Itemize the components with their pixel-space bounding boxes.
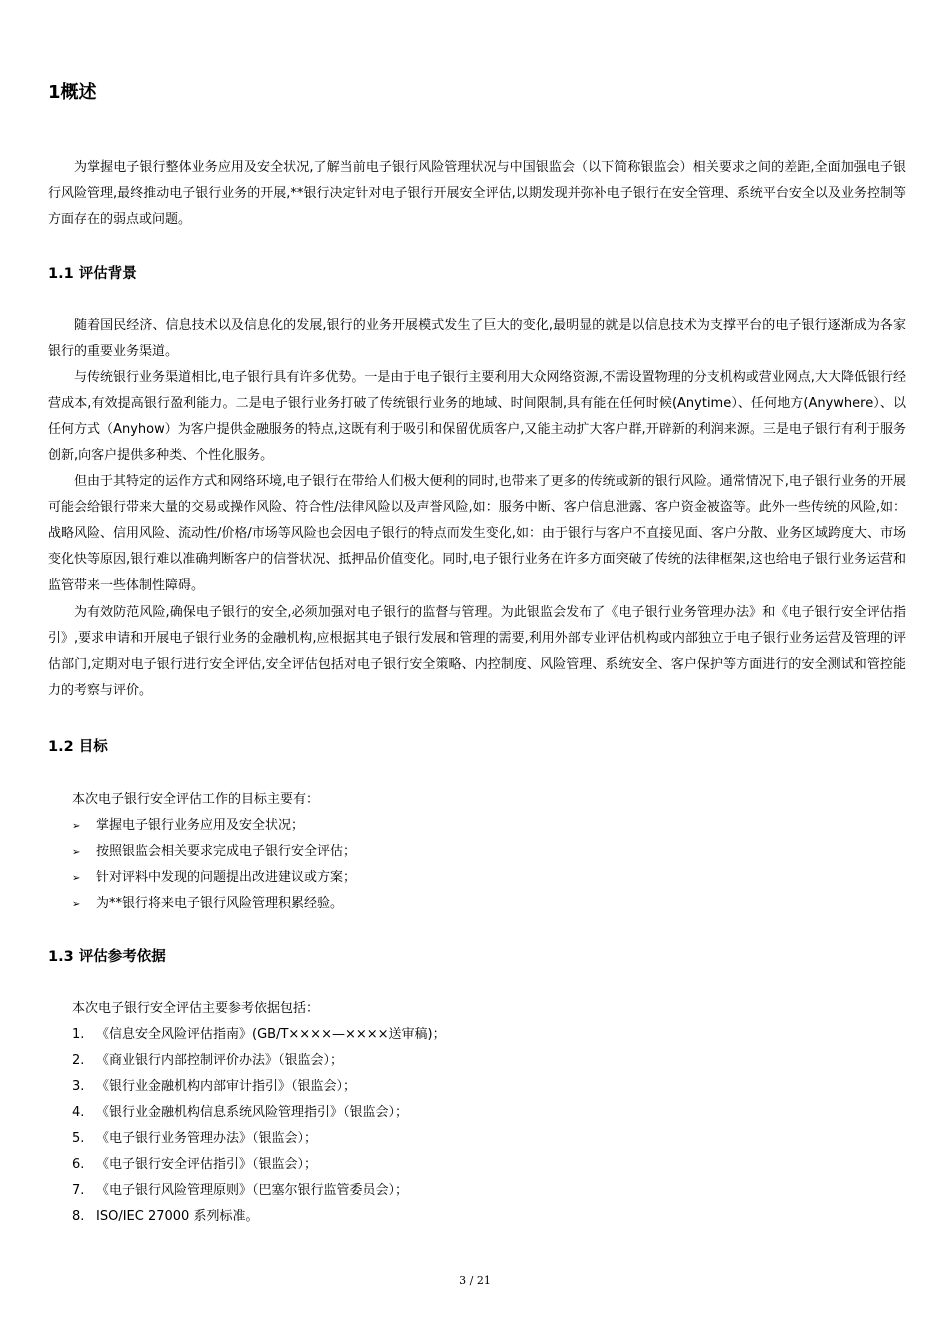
section-title-references: 1.3 评估参考依据 <box>48 949 166 965</box>
arrowhead-bullet-icon: ➢ <box>72 821 81 832</box>
list-item: 1. 《信息安全风险评估指南》(GB/T××××—××××送审稿)； <box>72 1027 446 1042</box>
overview-paragraph: 为掌握电子银行整体业务应用及安全状况,了解当前电子银行风险管理状况与中国银监会（以下简称银监会）相关要求之间的差距,全面加强电子银行风险管理,最终推动电子银行业务的开展,**银行决定针对电子银行开展安全评估,以期发现并弥补电子银行在安全管理、系统平台安全以及业务控制等方面存在的弱点或问题。 <box>48 160 906 227</box>
background-paragraph-1: 随着国民经济、信息技术以及信息化的发展,银行的业务开展模式发生了巨大的变化,最明显的就是以信息技术为支撑平台的电子银行逐渐成为各家银行的重要业务渠道。 <box>48 318 906 359</box>
list-item: ➢ 掌握电子银行业务应用及安全状况； <box>72 813 356 839</box>
arrowhead-bullet-icon: ➢ <box>72 899 81 910</box>
list-item: 8. ISO/IEC 27000 系列标准。 <box>72 1209 259 1224</box>
references-list <box>72 1022 446 1230</box>
background-paragraph-2: 与传统银行业务渠道相比,电子银行具有许多优势。一是由于电子银行主要利用大众网络资源,不需设置物理的分支机构或营业网点,大大降低银行经营成本,有效提高银行盈利能力。二是电子银行业务打破了传统银行业务的地域、时间限制,具有能在任何时候(Anytime）、任何地方(Anywhere）、以任何方式（Anyhow）为客户提供金融服务的特点,这既有利于吸引和保留优质客户,又能主动扩大客户群,开辟新的利润来源。三是电子银行有利于服务创新,向客户提供多种类、个性化服务。 <box>48 370 906 463</box>
section-title-background: 1.1 评估背景 <box>48 266 137 282</box>
page-number: 3 / 21 <box>459 1274 491 1287</box>
list-item: 7. 《电子银行风险管理原则》（巴塞尔银行监管委员会）； <box>72 1183 409 1198</box>
background-paragraph-3: 但由于其特定的运作方式和网络环境,电子银行在带给人们极大便利的同时,也带来了更多的传统或新的银行风险。通常情况下,电子银行业务的开展可能会给银行带来大量的交易或操作风险、符合性/法律风险以及声誉风险,如：服务中断、客户信息泄露、客户资金被盗等。此外一些传统的风险,如：战略风险、信用风险、流动性/价格/市场等风险也会因电子银行的特点而发生变化,如：由于银行与客户不直接见面、客户分散、业务区域跨度大、市场变化快等原因,银行难以准确判断客户的信誉状况、抵押品价值变化。同时,电子银行业务在许多方面突破了传统的法律框架,这也给电子银行业务运营和监管带来一些体制性障碍。 <box>48 474 906 593</box>
goals-list <box>72 813 356 917</box>
list-item: 5. 《电子银行业务管理办法》（银监会）； <box>72 1131 318 1146</box>
list-item: 3. 《银行业金融机构内部审计指引》（银监会）； <box>72 1079 357 1094</box>
section-title-goals: 1.2 目标 <box>48 739 108 755</box>
arrowhead-bullet-icon: ➢ <box>72 873 81 884</box>
arrowhead-bullet-icon: ➢ <box>72 847 81 858</box>
background-paragraph-4: 为有效防范风险,确保电子银行的安全,必须加强对电子银行的监督与管理。为此银监会发布了《电子银行业务管理办法》和《电子银行安全评估指引》,要求申请和开展电子银行业务的金融机构,应根据其电子银行发展和管理的需要,利用外部专业评估机构或内部独立于电子银行业务运营及管理的评估部门,定期对电子银行进行安全评估,安全评估包括对电子银行安全策略、内控制度、风险管理、系统安全、客户保护等方面进行的安全测试和管控能力的考察与评价。 <box>48 605 906 698</box>
list-item: ➢ 针对评料中发现的问题提出改进建议或方案； <box>72 865 356 891</box>
list-item: ➢ 按照银监会相关要求完成电子银行安全评估； <box>72 839 356 865</box>
list-item: 2. 《商业银行内部控制评价办法》（银监会）； <box>72 1053 344 1068</box>
list-item: 6. 《电子银行安全评估指引》（银监会）； <box>72 1157 318 1172</box>
goals-intro: 本次电子银行安全评估工作的目标主要有： <box>72 792 320 807</box>
list-item: ➢ 为**银行将来电子银行风险管理积累经验。 <box>72 891 356 917</box>
references-intro: 本次电子银行安全评估主要参考依据包括： <box>72 1001 320 1016</box>
section-title-overview: 1概述 <box>48 82 97 103</box>
list-item: 4. 《银行业金融机构信息系统风险管理指引》（银监会）； <box>72 1105 409 1120</box>
